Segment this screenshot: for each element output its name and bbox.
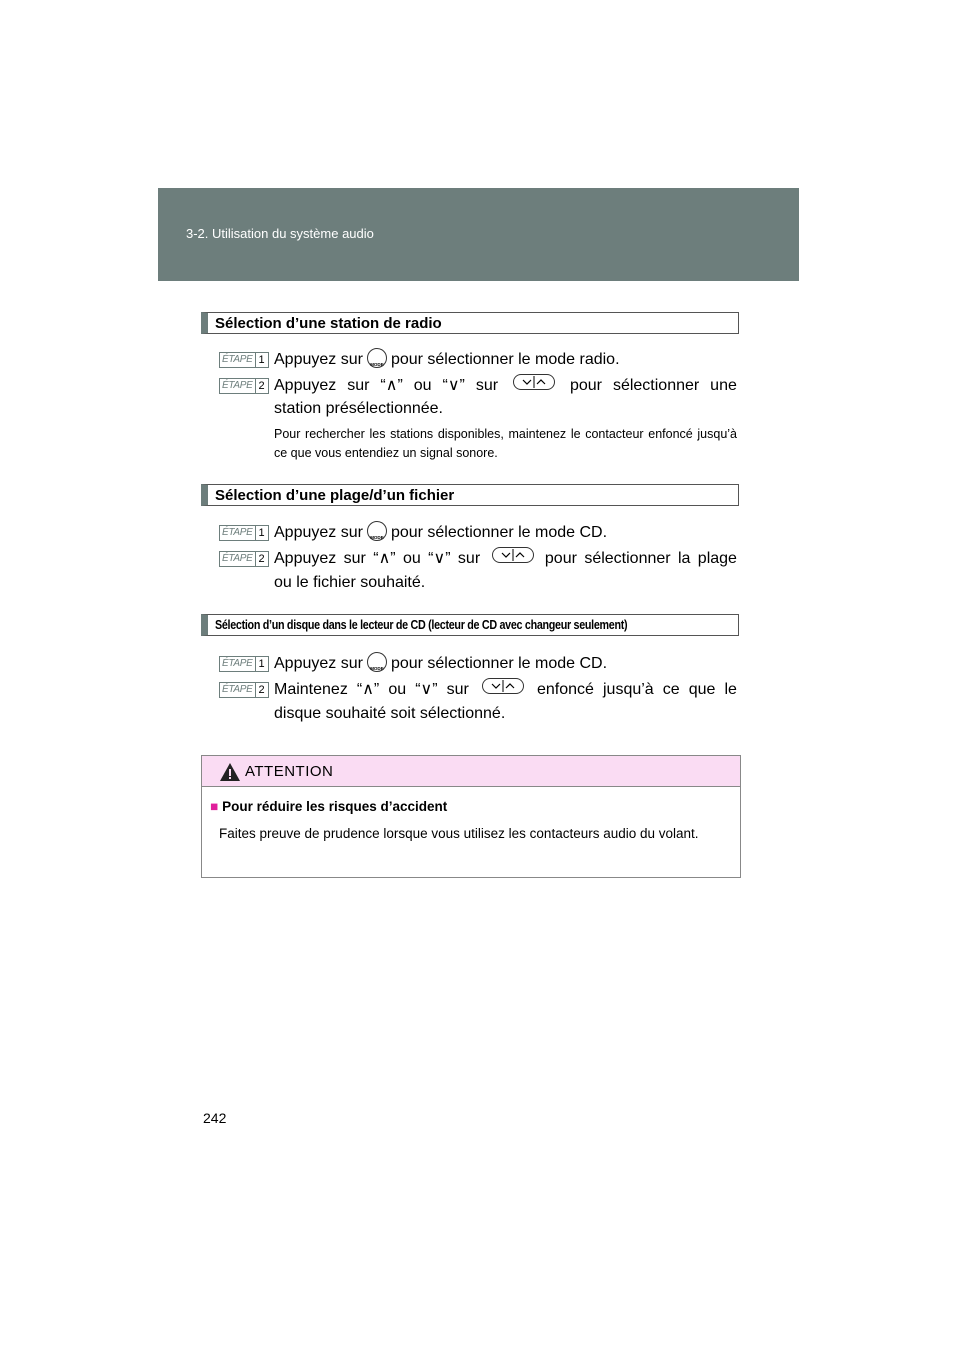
step-text: Appuyez sur	[274, 351, 363, 369]
word: la	[677, 550, 691, 567]
note-text: Pour rechercher les stations disponibles, maintenez le contacteur enfoncé jusqu’à ce que vous entendiez un signal sonore.	[274, 427, 737, 460]
step-line	[274, 549, 737, 569]
word: sélectionner	[584, 550, 671, 567]
word: jusqu’à	[602, 681, 654, 698]
step-word: ÉTAPE	[219, 551, 256, 567]
step-number: 2	[256, 378, 269, 394]
step-badge	[219, 378, 267, 394]
word: sur	[475, 377, 499, 394]
word: sur	[457, 550, 481, 567]
word: ce	[662, 681, 680, 698]
word: sur	[446, 681, 469, 698]
word: enfoncé	[536, 681, 594, 698]
step-badge	[219, 656, 267, 672]
word: le	[724, 681, 737, 698]
attention-title: ATTENTION	[245, 763, 334, 780]
word: sur	[347, 377, 370, 394]
word: Maintenez	[274, 681, 348, 698]
word: Appuyez	[274, 550, 337, 567]
mode-button-icon	[367, 348, 387, 368]
mode-label: MODE	[370, 666, 384, 671]
word: “∨”	[442, 377, 465, 394]
step-line	[274, 376, 737, 396]
section-heading-radio	[201, 312, 739, 334]
word: “∨”	[428, 550, 451, 567]
step-line	[274, 654, 737, 674]
word: pour	[544, 550, 577, 567]
word: ou	[413, 377, 432, 394]
mode-button-icon	[367, 652, 387, 672]
seek-rocker-icon	[482, 678, 524, 694]
step-number: 1	[256, 352, 269, 368]
section-heading-track	[201, 484, 739, 506]
step-line	[274, 523, 737, 543]
mode-label: MODE	[370, 535, 384, 540]
step-badge	[219, 525, 267, 541]
step-badge	[219, 551, 267, 567]
word: plage	[697, 550, 737, 567]
step-line-continued: disque souhaité soit sélectionné.	[274, 705, 506, 722]
step-word: ÉTAPE	[219, 352, 256, 368]
step-badge	[219, 682, 267, 698]
step-text: Appuyez sur	[274, 655, 363, 673]
mode-label: MODE	[370, 362, 384, 367]
step-badge	[219, 352, 267, 368]
step-number: 2	[256, 682, 269, 698]
word: “∧”	[373, 550, 396, 567]
attention-subtitle-row	[210, 799, 447, 814]
step-word: ÉTAPE	[219, 378, 256, 394]
step-number: 1	[256, 525, 269, 541]
word: que	[688, 681, 716, 698]
section-title: Sélection d’une station de radio	[215, 315, 442, 332]
step-number: 1	[256, 656, 269, 672]
step-text: Appuyez sur	[274, 524, 363, 542]
section-title: Sélection d’un disque dans le lecteur de CD (lecteur de CD avec changeur seulement)	[215, 618, 628, 632]
step-word: ÉTAPE	[219, 682, 256, 698]
word: sur	[343, 550, 366, 567]
chapter-title: 3-2. Utilisation du système audio	[186, 226, 374, 241]
word: une	[710, 377, 737, 394]
word: pour	[569, 377, 602, 394]
word: ou	[403, 550, 421, 567]
word: sélectionner	[612, 377, 700, 394]
warning-icon	[219, 762, 241, 782]
chapter-header	[158, 188, 799, 281]
step-line-continued: station présélectionnée.	[274, 400, 443, 417]
page-number: 242	[203, 1110, 227, 1126]
step-word: ÉTAPE	[219, 525, 256, 541]
step-line	[274, 350, 737, 370]
step-line	[274, 680, 737, 700]
step-text: pour sélectionner le mode CD.	[390, 655, 608, 673]
word: Appuyez	[274, 377, 337, 394]
word: “∨”	[415, 681, 438, 698]
attention-header	[202, 756, 740, 787]
attention-box	[201, 755, 741, 878]
attention-subtitle: Pour réduire les risques d’accident	[222, 799, 448, 814]
word: “∧”	[356, 681, 380, 698]
word: “∧”	[380, 377, 403, 394]
mode-button-icon	[367, 521, 387, 541]
section-heading-disc	[201, 614, 739, 636]
seek-rocker-icon	[513, 374, 555, 390]
step-line-continued: ou le fichier souhaité.	[274, 574, 426, 591]
word: ou	[388, 681, 407, 698]
square-bullet-icon: ■	[210, 799, 219, 814]
step-word: ÉTAPE	[219, 656, 256, 672]
step-text: pour sélectionner le mode radio.	[390, 351, 620, 369]
seek-rocker-icon	[492, 547, 534, 563]
attention-body: Faites preuve de prudence lorsque vous utilisez les contacteurs audio du volant.	[219, 826, 699, 841]
step-number: 2	[256, 551, 269, 567]
section-title: Sélection d’une plage/d’un fichier	[215, 487, 455, 504]
step-text: pour sélectionner le mode CD.	[390, 524, 608, 542]
